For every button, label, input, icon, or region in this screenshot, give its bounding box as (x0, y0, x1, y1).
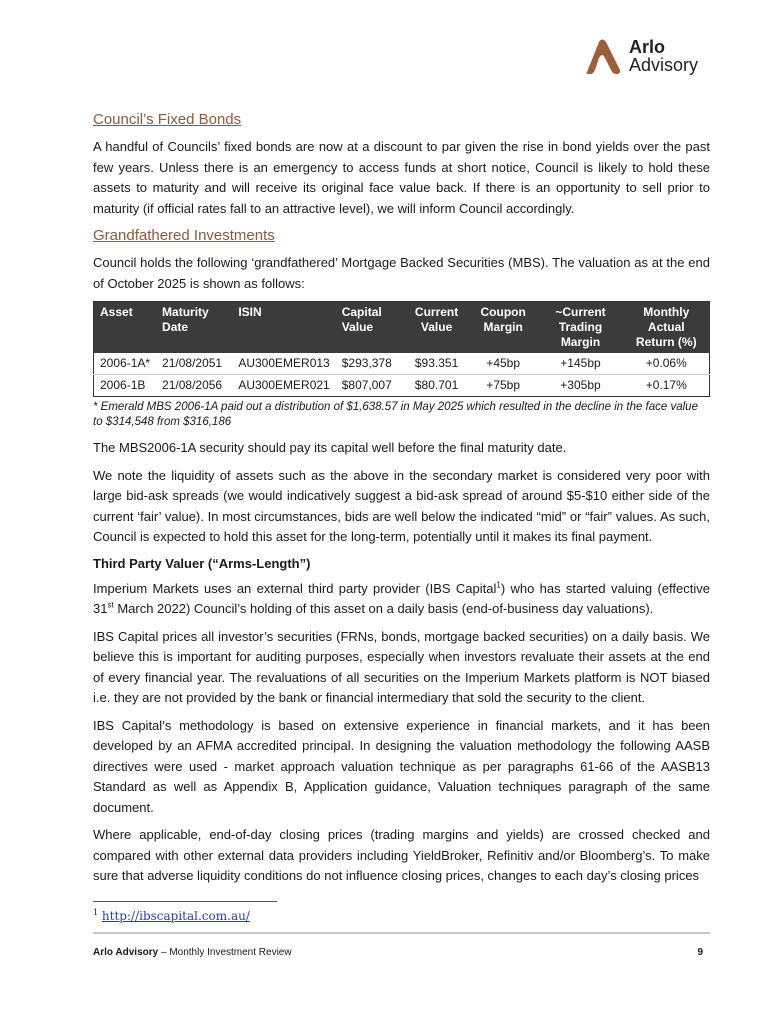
logo-line2: Advisory (629, 55, 699, 75)
col-asset: Asset (94, 302, 157, 354)
cell: 21/08/2056 (162, 378, 223, 392)
cell: $93.351 (404, 353, 469, 375)
col-return: Monthly Actual Return (%) (624, 302, 710, 354)
logo-line1: Arlo (629, 37, 665, 57)
col-coupon: Coupon Margin (469, 302, 538, 354)
footnote-divider (93, 901, 277, 902)
page-content (93, 110, 710, 960)
valuer-paragraph-2: IBS Capital prices all investor’s securities (FRNs, bonds, mortgage backed securities) on a daily basis. We believe this is important for auditing purposes, especially when investors revaluate their assets at the end of every financial year. The revaluations of all securities on the Imperium Markets platform is NOT biased i.e. they are not provided by the bank or financial intermediary that sold the security to the client. (93, 628, 710, 705)
cell: 2006-1B (100, 378, 146, 392)
paragraph: We note the liquidity of assets such as the above in the secondary market is considered very poor with large bid-ask spreads (we would indicatively suggest a bid-ask spread of around $5-$10 either side of the current ‘fair’ value). In most circumstances, bids are well below the indicated “mid” or “fair” values. As such, Council is expected to hold this asset for the long-term, potentially until it makes its final payment. (93, 467, 710, 544)
heading-third-party-valuer: Third Party Valuer (“Arms-Length”) (93, 555, 311, 571)
cell: +0.06% (624, 353, 710, 375)
col-trading: ~Current Trading Margin (537, 302, 623, 354)
cell: $293,378 (336, 353, 405, 375)
footer-brand: Arlo Advisory (93, 946, 159, 958)
text: ) who has started valuing (effective 31 (93, 580, 710, 616)
text: March 2022) Council’s holding of this asset on a daily basis (end-of-business day valuations). (113, 601, 654, 616)
col-current: Current Value (404, 302, 469, 354)
arlo-advisory-logo (583, 36, 698, 76)
col-capital: Capital Value (336, 302, 405, 354)
page-footer (93, 946, 703, 960)
cell: AU300EMER021 (238, 378, 330, 392)
cell: $80.701 (414, 378, 459, 392)
cell: +145bp (537, 353, 623, 375)
page-number: 9 (697, 946, 703, 958)
table-row (94, 375, 710, 397)
col-maturity: Maturity Date (156, 302, 232, 354)
table-row (94, 353, 710, 375)
cell: +305bp (560, 378, 601, 392)
footer-divider (93, 932, 710, 934)
footnote-number: 1 (93, 907, 99, 917)
footnote-link[interactable]: http://ibscapital.com.au/ (101, 908, 250, 923)
cell: +45bp (469, 353, 538, 375)
table-note: * Emerald MBS 2006-1A paid out a distribution of $1,638.57 in May 2025 which resulted in the decline in the face value to $314,548 from $316,186 (93, 401, 698, 428)
arlo-logo-icon (583, 36, 623, 76)
heading-fixed-bonds: Council’s Fixed Bonds (93, 111, 242, 128)
cell: +75bp (486, 378, 521, 392)
footnote (93, 908, 710, 924)
footnote-ref[interactable]: 1 (496, 580, 501, 590)
footer-title: – Monthly Investment Review (158, 946, 292, 958)
valuer-paragraph-1 (93, 579, 710, 620)
heading-grandfathered: Grandfathered Investments (93, 227, 275, 244)
fixed-bonds-text: A handful of Councils’ fixed bonds are now at a discount to par given the rise in bond yields over the past few years. Unless there is an emergency to access funds at short notice, Council is likely to hold these assets to maturity and will receive its original face value back. If there is an opportunity to sell prior to maturity (if official rates fall to an attractive level), we will inform Council accordingly. (93, 139, 710, 216)
cell: 21/08/2051 (156, 353, 232, 375)
ordinal-suffix: st (107, 600, 114, 610)
paragraph: The MBS2006-1A security should pay its capital well before the final maturity date. (93, 440, 567, 455)
valuer-paragraph-3: IBS Capital’s methodology is based on extensive experience in financial markets, and it has been developed by an AFMA accredited principal. In designing the valuation methodology the following AASB directives were used - market approach valuation technique as per paragraphs 61-66 of the AASB13 Standard as well as Appendix B, Application guidance, Valuation techniques paragraph of the same document. (93, 717, 710, 815)
mbs-table (93, 301, 710, 397)
cell: +0.17% (645, 378, 687, 392)
cell: $807,007 (341, 378, 392, 392)
grandfathered-intro: Council holds the following ‘grandfathered’ Mortgage Backed Securities (MBS). The valuation as at the end of October 2025 is shown as follows: (93, 255, 710, 291)
text: Imperium Markets uses an external third party provider (IBS Capital (93, 580, 497, 596)
col-isin: ISIN (232, 302, 335, 354)
cell: 2006-1A* (94, 353, 157, 375)
valuer-paragraph-4: Where applicable, end-of-day closing prices (trading margins and yields) are crossed checked and compared with other external data providers including YieldBroker, Refinitiv and/or Bloomberg’s. To make sure that adverse liquidity conditions do not influence closing prices, changes to each day’s closing prices (93, 827, 710, 883)
cell: AU300EMER013 (232, 353, 335, 375)
